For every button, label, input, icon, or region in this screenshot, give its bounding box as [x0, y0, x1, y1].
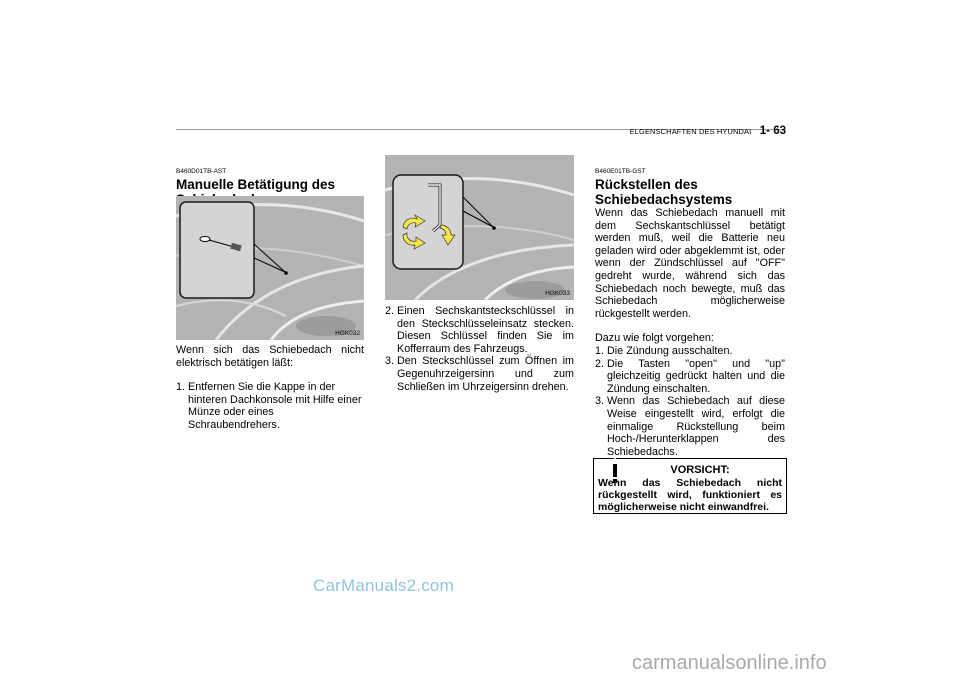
step-item	[595, 345, 785, 358]
page-number: 1- 63	[759, 125, 786, 137]
step-number: 3.	[595, 395, 605, 408]
middle-body	[385, 305, 574, 393]
procedure-lead-text: Dazu wie folgt vorgehen:	[595, 332, 714, 345]
right-column	[595, 168, 785, 458]
image-label: HGK032	[335, 330, 360, 337]
left-body	[176, 344, 364, 432]
section-code: B460E01TB-GST	[595, 168, 646, 175]
section-title-line1: Rückstellen des	[595, 177, 698, 192]
step-number: 3.	[385, 355, 395, 368]
caution-text: Wenn das Schiebedach nicht rückgestellt wird, funktioniert es möglicherweise nicht einwandfrei.	[598, 477, 782, 513]
step-text: Einen Sechskantsteckschlüssel in den Steckschlüsseleinsatz stecken. Diesen Schlüssel finden Sie im Kofferraum des Fahrzeugs.	[397, 305, 574, 355]
step-item	[385, 305, 574, 355]
step-text: Die Tasten "open" und "up" gleichzeitig gedrückt halten und die Zündung einschalten.	[607, 357, 785, 395]
roof-console-illustration	[176, 196, 364, 340]
caution-title: VORSICHT:	[670, 464, 730, 476]
step-item	[176, 381, 364, 431]
step-number: 2.	[385, 305, 395, 317]
image-label: HGK033	[545, 290, 570, 297]
caution-box	[593, 458, 787, 514]
page-header	[600, 121, 786, 139]
step-text: Entfernen Sie die Kappe in der hinteren Dachkonsole mit Hilfe einer Münze oder eines Schraubendrehers.	[188, 381, 362, 431]
step-text: Den Steckschlüssel zum Öffnen im Gegenuhrzeigersinn und zum Schließen im Uhrzeigersinn drehen.	[397, 355, 574, 393]
section-title-line1: Manuelle Betätigung des	[176, 177, 336, 192]
step-item	[385, 355, 574, 393]
reset-intro-text: Wenn das Schiebedach manuell mit dem Sechskantschlüssel betätigt werden muß, weil die Batterie neu geladen wird oder abgeklemmt ist, oder wenn der Zündschlüssel auf "OFF" gedreht wurde, während sich das Schiebedach noch bewegte, muß das Schiebedach möglicherweise rückgestellt werden.	[595, 207, 785, 320]
step-number: 1.	[176, 381, 186, 394]
roof-console-photo	[176, 196, 364, 340]
watermark-carmanualsonline: carmanualsonline.info	[632, 652, 827, 674]
step-number: 1.	[595, 344, 605, 357]
intro-text: Wenn sich das Schiebedach nicht elektrisch betätigen läßt:	[176, 344, 364, 369]
hex-key-photo	[385, 155, 574, 300]
section-title-line2: Schiebedachsystems	[595, 191, 733, 207]
step-item	[595, 395, 785, 458]
hex-key-illustration	[385, 155, 574, 300]
section-code: B460D01TB-AST	[176, 168, 227, 175]
step-item	[595, 358, 785, 396]
watermark-carmanuals2: CarManuals2.com	[313, 576, 454, 595]
step-number: 2.	[595, 357, 605, 370]
step-text: Wenn das Schiebedach auf diese Weise eingestellt wird, erfolgt die einmalige Rückstellung beim Hoch-/Herunterklappen des Schiebedachs.	[607, 395, 785, 458]
step-text: Die Zündung ausschalten.	[607, 344, 733, 357]
section-title: ELGENSCHAFTEN DES HYUNDAI	[629, 127, 752, 136]
